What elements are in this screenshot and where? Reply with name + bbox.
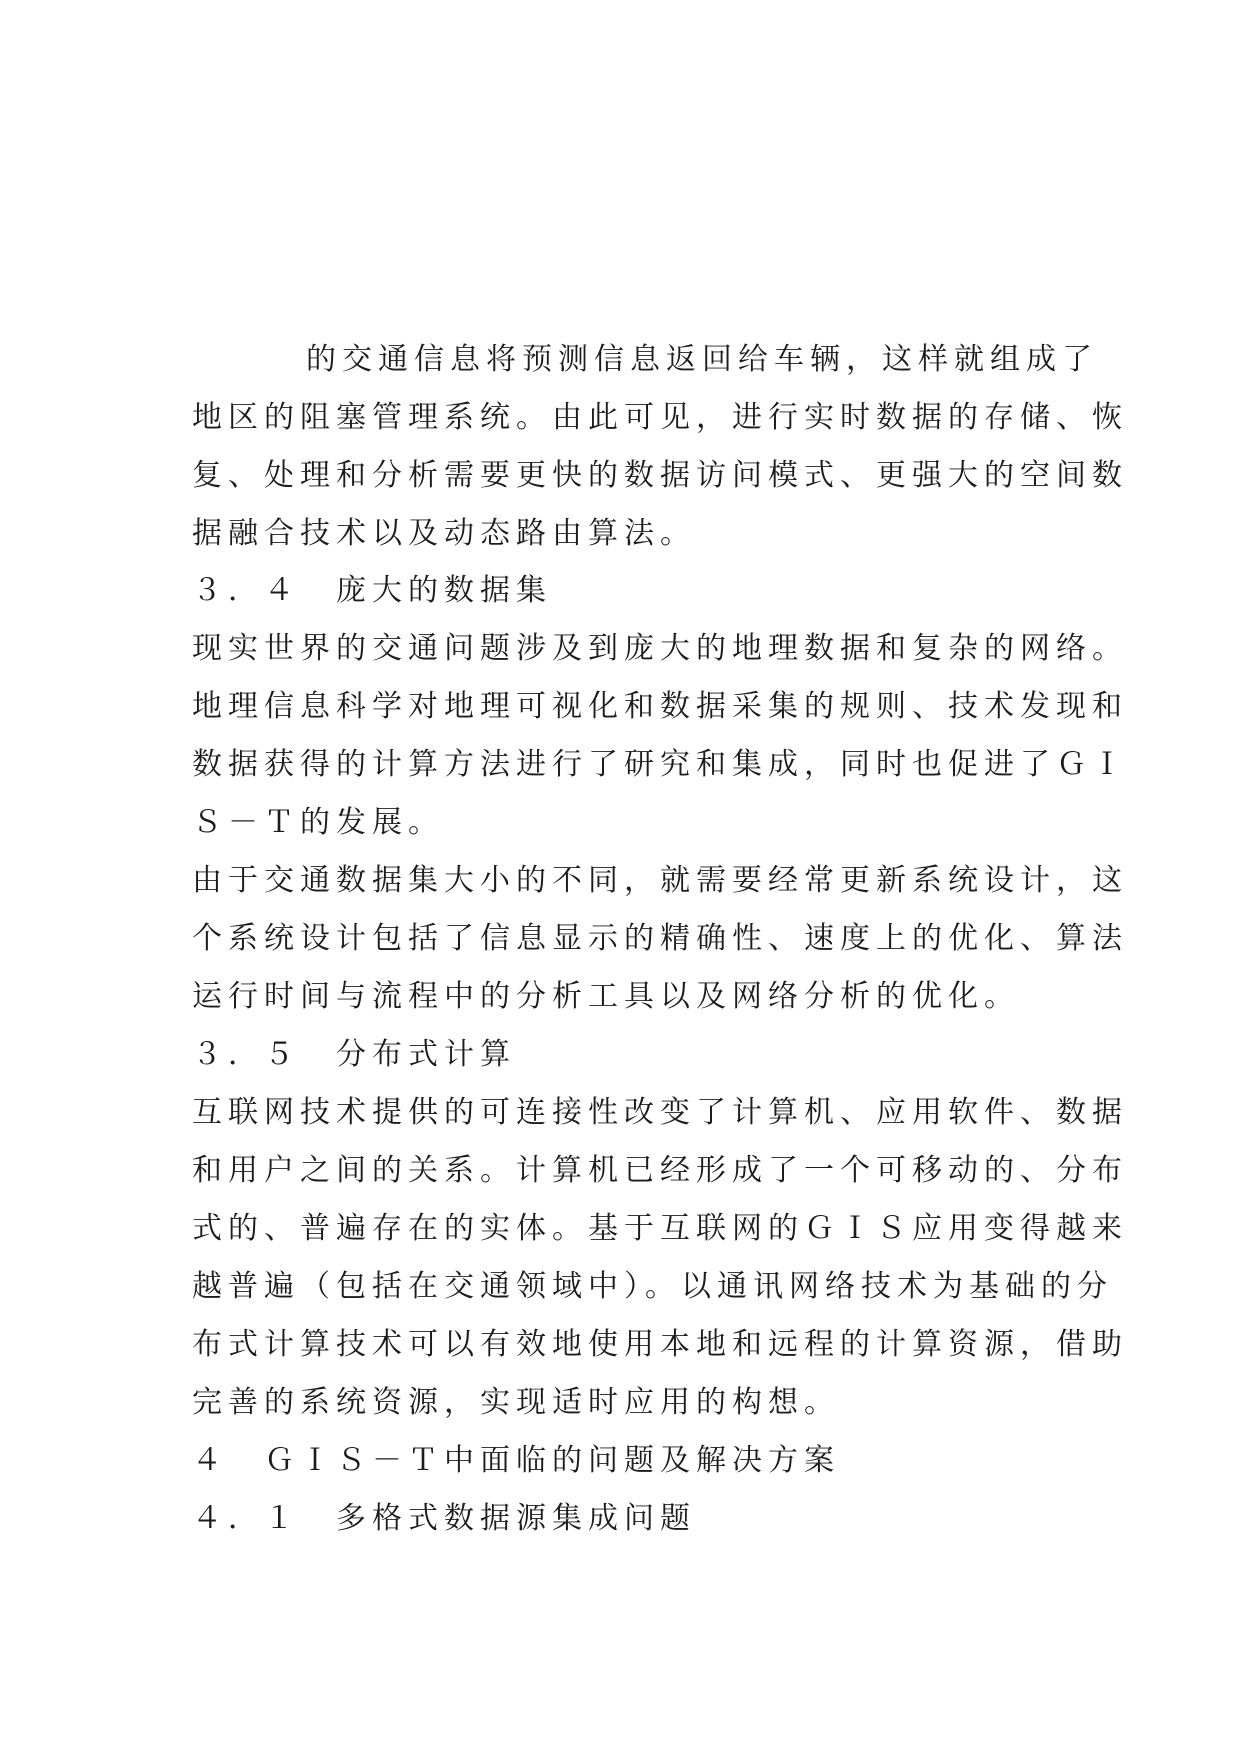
paragraph-line: Ｓ－Ｔ的发展。	[192, 805, 444, 840]
paragraph-line: 式的、普遍存在的实体。基于互联网的ＧＩＳ应用变得越来	[192, 1211, 1128, 1246]
paragraph-line: 地区的阻塞管理系统。由此可见，进行实时数据的存储、恢	[192, 400, 1128, 435]
section-heading: ３．４ 庞大的数据集	[192, 573, 552, 608]
subsection-heading: ４．１ 多格式数据源集成问题	[192, 1501, 696, 1536]
paragraph-line: 复、处理和分析需要更快的数据访问模式、更强大的空间数	[192, 458, 1128, 493]
paragraph-line: 现实世界的交通问题涉及到庞大的地理数据和复杂的网络。	[192, 631, 1128, 666]
paragraph-line: 运行时间与流程中的分析工具以及网络分析的优化。	[192, 979, 1020, 1014]
paragraph-line: 地理信息科学对地理可视化和数据采集的规则、技术发现和	[192, 689, 1128, 724]
paragraph-line: 布式计算技术可以有效地使用本地和远程的计算资源，借助	[192, 1327, 1128, 1362]
paragraph-line: 和用户之间的关系。计算机已经形成了一个可移动的、分布	[192, 1153, 1128, 1188]
paragraph-line: 数据获得的计算方法进行了研究和集成，同时也促进了ＧＩ	[192, 747, 1128, 782]
paragraph-line: 由于交通数据集大小的不同，就需要经常更新系统设计，这	[192, 863, 1128, 898]
section-heading: ３．５ 分布式计算	[192, 1037, 516, 1072]
paragraph-line: 互联网技术提供的可连接性改变了计算机、应用软件、数据	[192, 1095, 1128, 1130]
section-heading: ４ ＧＩＳ－Ｔ中面临的问题及解决方案	[192, 1443, 840, 1478]
paragraph-line: 个系统设计包括了信息显示的精确性、速度上的优化、算法	[192, 921, 1128, 956]
paragraph-line: 越普遍（包括在交通领域中）。以通讯网络技术为基础的分	[192, 1269, 1113, 1304]
paragraph-line: 据融合技术以及动态路由算法。	[192, 516, 696, 551]
paragraph-line: 的交通信息将预测信息返回给车辆，这样就组成了	[306, 342, 1098, 377]
paragraph-line: 完善的系统资源，实现适时应用的构想。	[192, 1385, 840, 1420]
